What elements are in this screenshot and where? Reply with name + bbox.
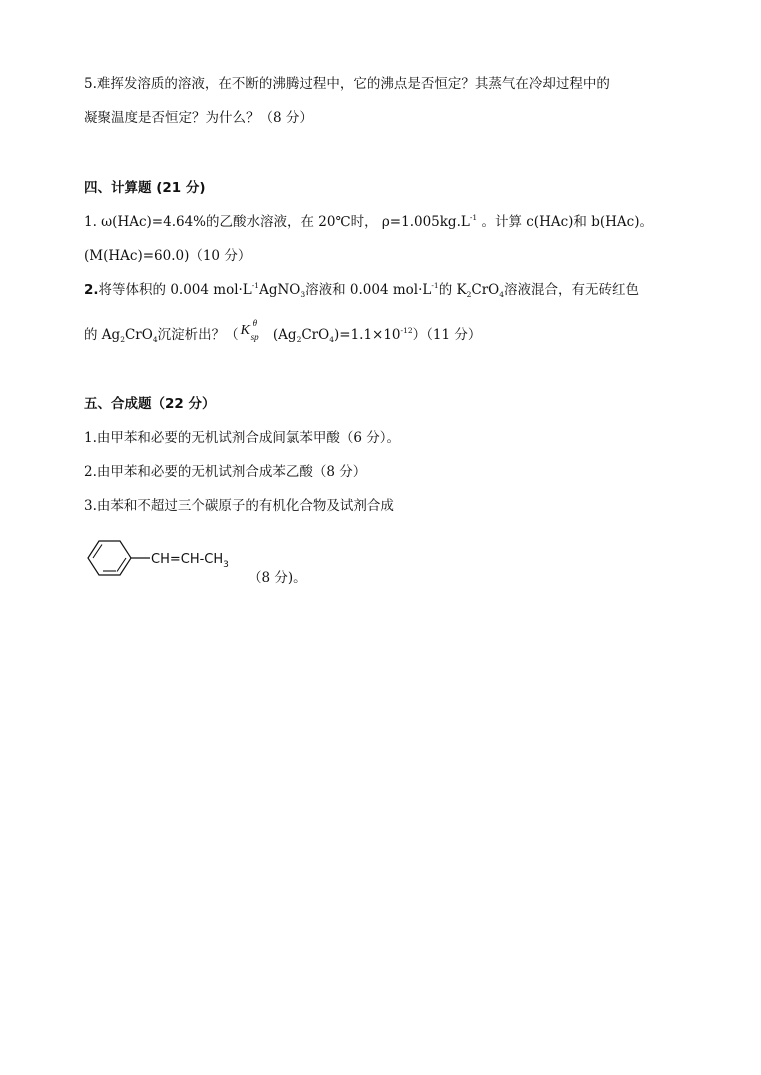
benzene-propenyl-structure [84,538,244,588]
calc-q2-line-1 [84,280,639,302]
formula-text: CrO [471,282,500,298]
formula-text: (Ag [268,327,297,343]
formula-text: 的 K [438,282,467,298]
benzene-ring [88,541,131,575]
subscript: 4 [499,290,504,299]
question-5-line-1: 5.难挥发溶质的溶液，在不断的沸腾过程中，它的沸点是否恒定？其蒸气在冷却过程中的 [84,76,610,92]
calc-q2-line-2 [84,318,482,347]
calc-q1-text-a: 1. ω(HAc)=4.64%的乙酸水溶液，在 20℃时， ρ=1.005kg.L [84,214,470,230]
chain-subscript: 3 [223,560,229,570]
synth-q3-points: （8 分)。 [248,570,307,586]
calc-q2-text: 将等体积的 0.004 mol·L [98,282,252,298]
calc-q2-text: 沉淀析出？（ [157,327,239,343]
subscript: 4 [329,335,334,344]
ksp-symbol [239,318,269,345]
formula-text: )=1.1×10 [333,327,401,343]
calc-q1-text-b: 。计算 c(HAc)和 b(HAc)。 [477,214,653,230]
formula-text: AgNO [259,282,301,298]
synth-q3: 3.由苯和不超过三个碳原子的有机化合物及试剂合成 [84,498,394,514]
ksp-k: K [240,323,250,338]
subscript: 3 [300,290,306,299]
double-bond-line [117,558,126,572]
section-5-title: 五、合成题（22 分） [84,396,216,412]
synth-q1: 1.由甲苯和必要的无机试剂合成间氯苯甲酸（6 分）。 [84,430,401,446]
calc-q1-line-1 [84,212,653,234]
calc-q1-line-2: (M(HAc)=60.0)（10 分） [84,248,252,264]
superscript: -1 [431,281,439,290]
question-5-line-2: 凝聚温度是否恒定？为什么？（8 分） [84,110,313,126]
calc-q2-text: ）（11 分） [412,327,482,343]
formula-text: CrO [301,327,330,343]
calc-q2-text: 溶液混合，有无砖红色 [504,282,639,298]
calc-q1-superscript: -1 [469,213,478,222]
synth-q2: 2.由甲苯和必要的无机试剂合成苯乙酸（8 分） [84,464,367,480]
chain-label: CH=CH-CH [151,552,224,567]
subscript: 4 [152,335,158,344]
superscript: -12 [400,326,413,335]
subscript: 2 [466,290,472,299]
calc-q2-text: 溶液和 0.004 mol·L [305,282,432,298]
propenyl-chain-text [151,552,229,570]
calc-q2-text: 的 Ag [84,327,121,343]
formula-text: CrO [124,327,153,343]
superscript: -1 [251,281,260,290]
calc-q2-number: 2. [84,282,99,298]
double-bond-line [93,545,102,559]
subscript: 2 [120,335,125,344]
ksp-theta: θ [252,318,258,328]
subscript: 2 [296,335,302,344]
ksp-sp: sp [250,332,259,342]
section-4-title: 四、计算题 (21 分) [84,180,206,196]
